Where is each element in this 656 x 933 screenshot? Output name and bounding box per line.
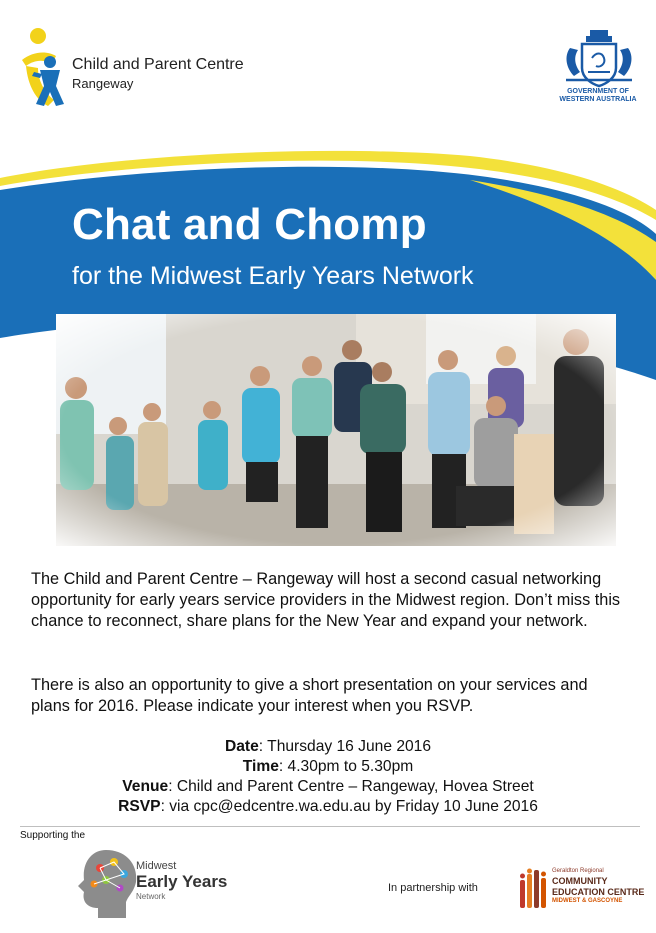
wa-crest-icon xyxy=(556,28,642,88)
presentation-paragraph: There is also an opportunity to give a short presentation on your services and plans for 2016. Please indicate your interest when you RSVP. xyxy=(31,676,588,715)
gov-line-1: GOVERNMENT OF xyxy=(567,88,629,95)
footer-divider xyxy=(20,826,640,827)
page-subtitle: for the Midwest Early Years Network xyxy=(72,262,474,290)
event-date xyxy=(0,737,656,757)
community-education-centre-logo xyxy=(518,866,648,914)
time-label: Time xyxy=(242,758,279,775)
event-rsvp xyxy=(0,797,656,817)
brain-icon xyxy=(76,846,142,920)
page-title: Chat and Chomp xyxy=(72,200,427,249)
partnership-label: In partnership with xyxy=(388,882,478,894)
event-time xyxy=(0,757,656,777)
intro-paragraph: The Child and Parent Centre – Rangeway will host a second casual networking opportunity for early years service providers in the Midwest region. Don’t miss this chance to reconnect, share plans for the New Year and expand your network. xyxy=(31,570,621,630)
midwest-early-years-logo xyxy=(76,846,246,922)
myen-line-2: Early Years xyxy=(136,872,228,891)
cec-figures-icon xyxy=(518,868,550,912)
cec-line-1: Geraldton Regional xyxy=(552,868,604,874)
cec-line-4: MIDWEST & GASCOYNE xyxy=(552,898,623,904)
org-name: Child and Parent Centre xyxy=(72,56,244,73)
venue-value: : Child and Parent Centre – Rangeway, Hovea Street xyxy=(168,778,534,795)
rsvp-label: RSVP xyxy=(118,798,161,815)
supporting-label: Supporting the xyxy=(20,830,86,841)
org-subname: Rangeway xyxy=(72,76,134,91)
wa-government-text xyxy=(548,88,648,104)
date-label: Date xyxy=(224,738,259,755)
myen-line-3: Network xyxy=(136,892,166,901)
myen-line-1: Midwest xyxy=(136,860,177,872)
venue-label: Venue xyxy=(122,778,169,795)
event-venue xyxy=(0,777,656,797)
cec-line-2: COMMUNITY xyxy=(552,876,608,886)
date-value: : Thursday 16 June 2016 xyxy=(258,738,432,755)
cec-line-3: EDUCATION CENTRE xyxy=(552,887,645,897)
cpc-figure-icon xyxy=(18,26,74,110)
group-photo xyxy=(56,314,616,546)
rsvp-value: : via cpc@edcentre.wa.edu.au by Friday 10 June 2016 xyxy=(160,798,538,815)
gov-line-2: WESTERN AUSTRALIA xyxy=(559,96,637,103)
time-value: : 4.30pm to 5.30pm xyxy=(278,758,414,775)
